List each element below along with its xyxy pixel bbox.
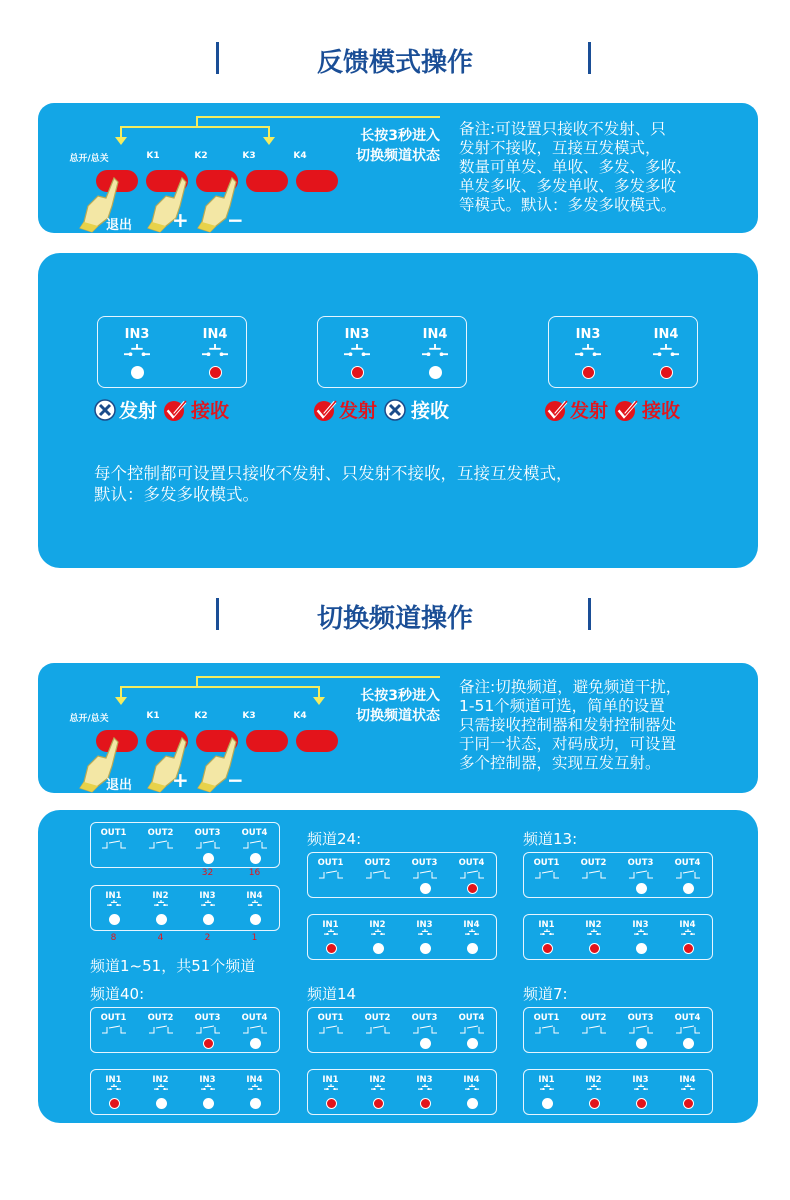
check-icon — [313, 398, 337, 422]
relay-switch-icon — [535, 870, 559, 879]
channel-range-text: 频道1~51，共51个频道 — [90, 957, 256, 975]
input-label: IN4 — [653, 327, 679, 342]
status-led — [373, 1098, 384, 1109]
push-button-switch-icon — [248, 900, 262, 906]
bracket-line-top — [196, 676, 440, 678]
push-button-switch-icon — [418, 1084, 432, 1090]
bit-weight: 1 — [251, 933, 258, 943]
bit-weight: 16 — [248, 868, 261, 878]
controller-key-label: 总开/总关 — [69, 154, 109, 164]
push-button-switch-icon — [371, 929, 385, 935]
note-channel: 备注:切换频道，避免频道干扰， 1-51个频道可选，简单的设置 只需接收控制器和发射控制器处 于同一状态，对码成功，可设置 多个控制器，实现互发互射。 — [459, 678, 682, 772]
input-label: IN4 — [679, 920, 696, 930]
status-led — [467, 1098, 478, 1109]
status-led — [467, 943, 478, 954]
relay-switch-icon — [319, 870, 343, 879]
input-label: IN3 — [632, 1075, 649, 1085]
exit-label: 退出 — [106, 218, 133, 233]
mode-state — [93, 396, 293, 423]
output-label: OUT4 — [458, 1013, 485, 1023]
bracket-arrow-icon — [115, 697, 127, 705]
status-led — [420, 943, 431, 954]
input-label: IN1 — [105, 1075, 122, 1085]
push-button-switch-icon — [418, 929, 432, 935]
push-button-switch-icon — [344, 344, 370, 356]
status-led — [373, 943, 384, 954]
channel-example-label: 频道14 — [307, 985, 357, 1003]
send-label: 发射 — [570, 400, 609, 422]
input-label: IN1 — [538, 920, 555, 930]
input-label: IN4 — [246, 891, 263, 901]
exit-label: 退出 — [106, 778, 133, 793]
input-label: IN3 — [199, 1075, 216, 1085]
input-label: IN3 — [632, 920, 649, 930]
input-label: IN2 — [152, 1075, 169, 1085]
output-label: OUT1 — [533, 858, 560, 868]
push-button-switch-icon — [324, 929, 338, 935]
bracket-line-bottom — [120, 126, 268, 128]
receive-label: 接收 — [191, 400, 230, 422]
status-led — [209, 366, 222, 379]
relay-switch-icon — [366, 1025, 390, 1034]
push-button-switch-icon — [324, 1084, 338, 1090]
status-led — [109, 1098, 120, 1109]
status-led — [660, 366, 673, 379]
minus-label: − — [227, 208, 244, 232]
input-label: IN3 — [344, 327, 370, 342]
output-label: OUT4 — [458, 858, 485, 868]
bit-weight: 8 — [110, 933, 117, 943]
relay-switch-icon — [196, 1025, 220, 1034]
push-button-switch-icon — [465, 1084, 479, 1090]
output-label: OUT1 — [533, 1013, 560, 1023]
channel-example-label: 频道13: — [523, 830, 578, 848]
relay-switch-icon — [413, 870, 437, 879]
output-label: OUT1 — [317, 1013, 344, 1023]
status-led — [542, 943, 553, 954]
push-button-switch-icon — [634, 929, 648, 935]
output-label: OUT4 — [674, 1013, 701, 1023]
relay-switch-icon — [102, 840, 126, 849]
status-led — [589, 1098, 600, 1109]
bit-weight: 32 — [201, 868, 214, 878]
section-title-channel: 切换频道操作 — [316, 604, 473, 634]
status-led — [467, 1038, 478, 1049]
output-label: OUT3 — [411, 1013, 438, 1023]
relay-switch-icon — [243, 840, 267, 849]
modes-description: 每个控制都可设置只接收不发射、只发射不接收，互接互发模式， 默认：多发多收模式。 — [94, 464, 573, 504]
input-label: IN4 — [202, 327, 228, 342]
relay-switch-icon — [460, 1025, 484, 1034]
long-press-instruction: 长按3秒进入 切换频道状态 — [356, 688, 440, 724]
bracket-line-bottom — [120, 686, 320, 688]
output-label: OUT4 — [241, 1013, 268, 1023]
push-button-switch-icon — [634, 1084, 648, 1090]
output-label: OUT3 — [194, 1013, 221, 1023]
status-led — [429, 366, 442, 379]
status-led — [250, 853, 261, 864]
mode-state — [313, 396, 513, 423]
output-label: OUT2 — [580, 1013, 607, 1023]
push-button-switch-icon — [465, 929, 479, 935]
relay-switch-icon — [676, 1025, 700, 1034]
controller-key-label: K2 — [194, 711, 208, 721]
output-label: OUT3 — [627, 1013, 654, 1023]
status-led — [351, 366, 364, 379]
output-label: OUT2 — [147, 1013, 174, 1023]
check-icon — [163, 398, 187, 422]
status-led — [683, 1098, 694, 1109]
output-label: OUT3 — [627, 858, 654, 868]
push-button-switch-icon — [653, 344, 679, 356]
input-label: IN1 — [322, 1075, 339, 1085]
bracket-arrow-icon — [115, 137, 127, 145]
input-label: IN4 — [463, 1075, 480, 1085]
relay-switch-icon — [582, 870, 606, 879]
output-label: OUT1 — [317, 858, 344, 868]
push-button-switch-icon — [248, 1084, 262, 1090]
status-led — [326, 943, 337, 954]
input-label: IN4 — [246, 1075, 263, 1085]
receive-label: 接收 — [642, 400, 681, 422]
input-label: IN4 — [422, 327, 448, 342]
push-button-switch-icon — [681, 1084, 695, 1090]
input-label: IN3 — [199, 891, 216, 901]
relay-switch-icon — [582, 1025, 606, 1034]
channel-example-label: 频道40: — [90, 985, 145, 1003]
relay-switch-icon — [319, 1025, 343, 1034]
relay-switch-icon — [535, 1025, 559, 1034]
push-button-switch-icon — [371, 1084, 385, 1090]
input-label: IN2 — [152, 891, 169, 901]
relay-switch-icon — [149, 1025, 173, 1034]
controller-key-label: K3 — [242, 151, 256, 161]
controller-key-label: K1 — [146, 151, 160, 161]
mode-state — [544, 396, 744, 423]
send-label: 发射 — [339, 400, 378, 422]
controller-key-4[interactable] — [296, 170, 338, 192]
status-led — [203, 914, 214, 925]
input-label: IN4 — [679, 1075, 696, 1085]
push-button-switch-icon — [201, 900, 215, 906]
relay-switch-icon — [629, 870, 653, 879]
status-led — [589, 943, 600, 954]
controller-key-label: K4 — [293, 711, 307, 721]
status-led — [467, 883, 478, 894]
relay-switch-icon — [460, 870, 484, 879]
push-button-switch-icon — [202, 344, 228, 356]
push-button-switch-icon — [587, 929, 601, 935]
bracket-line — [196, 116, 198, 126]
relay-switch-icon — [366, 870, 390, 879]
output-label: OUT4 — [241, 828, 268, 838]
status-led — [420, 1098, 431, 1109]
push-button-switch-icon — [107, 900, 121, 906]
bit-weight: 2 — [204, 933, 211, 943]
relay-switch-icon — [413, 1025, 437, 1034]
output-label: OUT2 — [580, 858, 607, 868]
push-button-switch-icon — [201, 1084, 215, 1090]
relay-switch-icon — [629, 1025, 653, 1034]
cross-icon — [383, 398, 407, 422]
status-led — [203, 853, 214, 864]
minus-label: − — [227, 768, 244, 792]
output-label: OUT2 — [147, 828, 174, 838]
input-label: IN3 — [416, 1075, 433, 1085]
status-led — [203, 1038, 214, 1049]
controller-key-label: K1 — [146, 711, 160, 721]
status-led — [326, 1098, 337, 1109]
push-button-switch-icon — [124, 344, 150, 356]
controller-key-label: K3 — [242, 711, 256, 721]
controller-key-4[interactable] — [296, 730, 338, 752]
status-led — [250, 914, 261, 925]
controller-key-label: K4 — [293, 151, 307, 161]
input-label: IN2 — [369, 1075, 386, 1085]
output-label: OUT3 — [194, 828, 221, 838]
bit-weight: 4 — [157, 933, 164, 943]
bracket-arrow-icon — [263, 137, 275, 145]
status-led — [683, 943, 694, 954]
output-label: OUT4 — [674, 858, 701, 868]
plus-label: + — [172, 208, 189, 232]
input-label: IN4 — [463, 920, 480, 930]
push-button-switch-icon — [154, 1084, 168, 1090]
input-label: IN1 — [538, 1075, 555, 1085]
output-label: OUT2 — [364, 1013, 391, 1023]
push-button-switch-icon — [422, 344, 448, 356]
push-button-switch-icon — [154, 900, 168, 906]
channel-example-label: 频道24: — [307, 830, 362, 848]
long-press-instruction: 长按3秒进入 切换频道状态 — [356, 128, 440, 164]
input-label: IN1 — [105, 891, 122, 901]
status-led — [156, 914, 167, 925]
input-label: IN1 — [322, 920, 339, 930]
push-button-switch-icon — [540, 929, 554, 935]
output-label: OUT1 — [100, 828, 127, 838]
push-button-switch-icon — [681, 929, 695, 935]
push-button-switch-icon — [540, 1084, 554, 1090]
section-title-feedback: 反馈模式操作 — [316, 48, 473, 78]
relay-switch-icon — [149, 840, 173, 849]
input-label: IN2 — [369, 920, 386, 930]
channel-example-label: 频道7: — [523, 985, 568, 1003]
title-bar-right — [588, 42, 591, 74]
bracket-line-top — [196, 116, 440, 118]
status-led — [636, 943, 647, 954]
controller-key-label: K2 — [194, 151, 208, 161]
push-button-switch-icon — [575, 344, 601, 356]
output-label: OUT1 — [100, 1013, 127, 1023]
controller-key-3[interactable] — [246, 170, 288, 192]
bracket-line — [196, 676, 198, 686]
plus-label: + — [172, 768, 189, 792]
title-bar-right-2 — [588, 598, 591, 630]
push-button-switch-icon — [587, 1084, 601, 1090]
status-led — [582, 366, 595, 379]
input-label: IN3 — [575, 327, 601, 342]
input-label: IN3 — [124, 327, 150, 342]
status-led — [683, 883, 694, 894]
send-label: 发射 — [119, 400, 158, 422]
check-icon — [614, 398, 638, 422]
relay-switch-icon — [102, 1025, 126, 1034]
relay-switch-icon — [243, 1025, 267, 1034]
output-label: OUT3 — [411, 858, 438, 868]
cross-icon — [93, 398, 117, 422]
input-label: IN2 — [585, 1075, 602, 1085]
status-led — [156, 1098, 167, 1109]
check-icon — [544, 398, 568, 422]
receive-label: 接收 — [411, 400, 450, 422]
push-button-switch-icon — [107, 1084, 121, 1090]
status-led — [203, 1098, 214, 1109]
status-led — [131, 366, 144, 379]
status-led — [636, 1038, 647, 1049]
note-feedback: 备注:可设置只接收不发射、只 发射不接收，互接互发模式， 数量可单发、单收、多发、多收、 单发多收、多发单收、多发多收 等模式。默认：多发多收模式。 — [459, 120, 692, 214]
status-led — [250, 1098, 261, 1109]
relay-switch-icon — [676, 870, 700, 879]
output-label: OUT2 — [364, 858, 391, 868]
status-led — [420, 883, 431, 894]
controller-key-3[interactable] — [246, 730, 288, 752]
status-led — [636, 1098, 647, 1109]
controller-key-label: 总开/总关 — [69, 714, 109, 724]
relay-switch-icon — [196, 840, 220, 849]
status-led — [683, 1038, 694, 1049]
status-led — [420, 1038, 431, 1049]
input-label: IN3 — [416, 920, 433, 930]
status-led — [109, 914, 120, 925]
input-label: IN2 — [585, 920, 602, 930]
status-led — [542, 1098, 553, 1109]
status-led — [636, 883, 647, 894]
status-led — [250, 1038, 261, 1049]
